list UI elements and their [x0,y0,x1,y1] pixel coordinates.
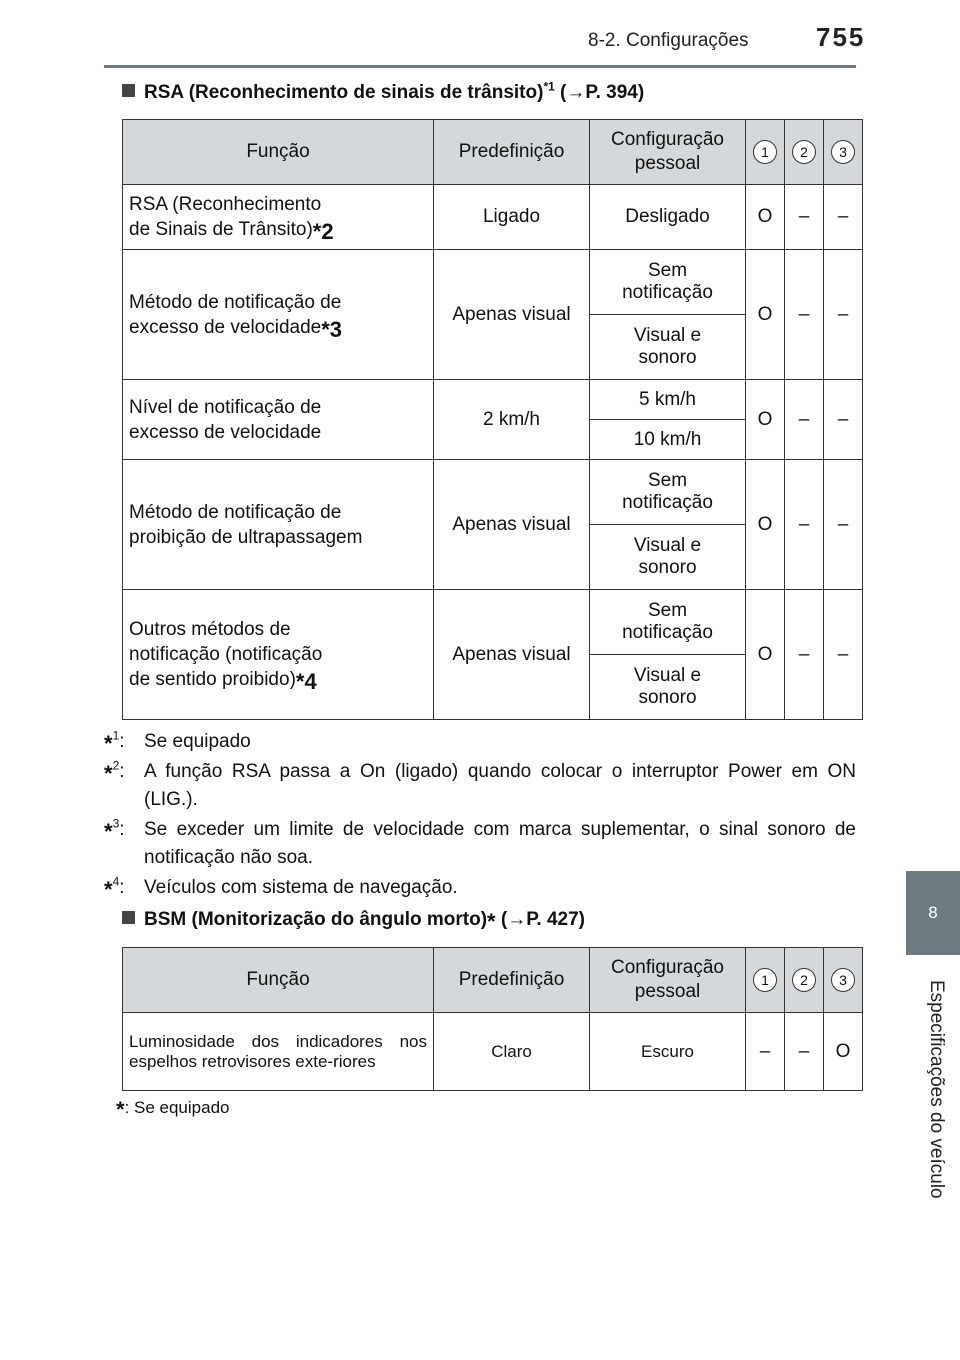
col-header-3 [824,120,863,185]
rsa-heading: RSA (Reconhecimento de sinais de trânsito)$^{*1}$ (→P. 394) [122,82,644,104]
setting-3-cell: – [824,380,863,460]
table-row [123,250,863,315]
footnote: *$^2$: A função RSA passa a On (ligado) quando colocar o interruptor Power em ON (LIG.). [104,758,856,810]
option-cell: Sem notificação [590,250,746,315]
option-cell: Visual e sonoro [590,525,746,590]
default-cell: Claro [434,1013,590,1091]
setting-2-cell: – [785,250,824,380]
table-header-row [123,948,863,1013]
option-cell: Visual e sonoro [590,655,746,720]
table-row [123,380,863,420]
default-cell: Apenas visual [434,590,590,720]
option-cell: Desligado [590,185,746,250]
rsa-settings-table [122,119,863,720]
col-header-predefinicao: Predefinição [434,948,590,1013]
default-cell: 2 km/h [434,380,590,460]
default-cell: Apenas visual [434,250,590,380]
footnote: *$^1$: Se equipado [104,728,251,756]
bsm-settings-table [122,947,863,1091]
bsm-heading-text: BSM (Monitorização do ângulo morto) [144,909,488,930]
header-divider [104,65,856,68]
setting-3-cell: – [824,590,863,720]
setting-2-cell: – [785,460,824,590]
setting-1-cell: O [746,590,785,720]
option-cell: Sem notificação [590,590,746,655]
col-header-funcao: Função [123,120,434,185]
setting-3-cell: O [824,1013,863,1091]
setting-3-cell: – [824,185,863,250]
setting-2-cell: – [785,185,824,250]
rsa-heading-text: RSA (Reconhecimento de sinais de trânsito) [144,82,544,103]
circled-2-icon: 2 [792,968,816,992]
function-cell: Método de notificação de proibição de ultrapassagem [123,460,434,590]
section-title: 8-2. Configurações [588,30,749,51]
setting-1-cell: O [746,380,785,460]
setting-1-cell: – [746,1013,785,1091]
default-cell: Ligado [434,185,590,250]
setting-3-cell: – [824,250,863,380]
option-cell: 10 km/h [590,420,746,460]
bsm-heading-mark: * [487,909,496,934]
page-number: 755 [816,22,866,52]
col-header-2 [785,120,824,185]
default-cell: Apenas visual [434,460,590,590]
col-header-configuracao: Configuração pessoal [590,948,746,1013]
function-cell: Luminosidade dos indicadores nos espelhos retrovisores exte-riores [123,1013,434,1091]
col-header-funcao: Função [123,948,434,1013]
arrow-icon: → [566,82,586,103]
circled-3-icon: 3 [831,968,855,992]
col-header-1 [746,120,785,185]
col-header-3 [824,948,863,1013]
chapter-tab [906,871,960,955]
rsa-footnotes [104,728,856,904]
bsm-heading: BSM (Monitorização do ângulo morto)* (→P. 427) [122,909,585,931]
circled-2-icon: 2 [792,140,816,164]
footnote: *$^3$: Se exceder um limite de velocidade com marca suplementar, o sinal sonoro de notificação não soa. [104,816,856,868]
option-cell: Sem notificação [590,460,746,525]
circled-1-icon: 1 [753,968,777,992]
circled-1-icon: 1 [753,140,777,164]
col-header-1 [746,948,785,1013]
circled-3-icon: 3 [831,140,855,164]
bsm-footnote: *: Se equipado [116,1097,230,1122]
chapter-label: Especificações do veículo [926,980,947,1199]
col-header-configuracao: Configuração pessoal [590,120,746,185]
rsa-heading-mark: *1 [543,79,555,94]
setting-1-cell: O [746,460,785,590]
table-header-row [123,120,863,185]
table-row [123,590,863,655]
footnote: *$^4$: Veículos com sistema de navegação. [104,874,458,902]
setting-1-cell: O [746,185,785,250]
table-row [123,1013,863,1091]
chapter-number: 8 [928,903,938,922]
table-row [123,185,863,250]
option-cell: Escuro [590,1013,746,1091]
table-row [123,460,863,525]
arrow-icon: → [507,909,527,930]
bsm-heading-ref: P. 427) [526,909,586,930]
square-bullet-icon [122,84,135,97]
setting-2-cell: – [785,590,824,720]
function-cell: Nível de notificação de excesso de velocidade [123,380,434,460]
col-header-predefinicao: Predefinição [434,120,590,185]
setting-3-cell: – [824,460,863,590]
col-header-2 [785,948,824,1013]
function-cell: Outros métodos de notificação (notificação de sentido proibido)*4 [123,590,434,720]
rsa-heading-ref: P. 394) [585,82,645,103]
setting-2-cell: – [785,1013,824,1091]
setting-2-cell: – [785,380,824,460]
function-cell: RSA (Reconhecimento de Sinais de Trânsito)*2 [123,185,434,250]
square-bullet-icon [122,911,135,924]
setting-1-cell: O [746,250,785,380]
option-cell: Visual e sonoro [590,315,746,380]
function-cell: Método de notificação de excesso de velocidade*3 [123,250,434,380]
option-cell: 5 km/h [590,380,746,420]
